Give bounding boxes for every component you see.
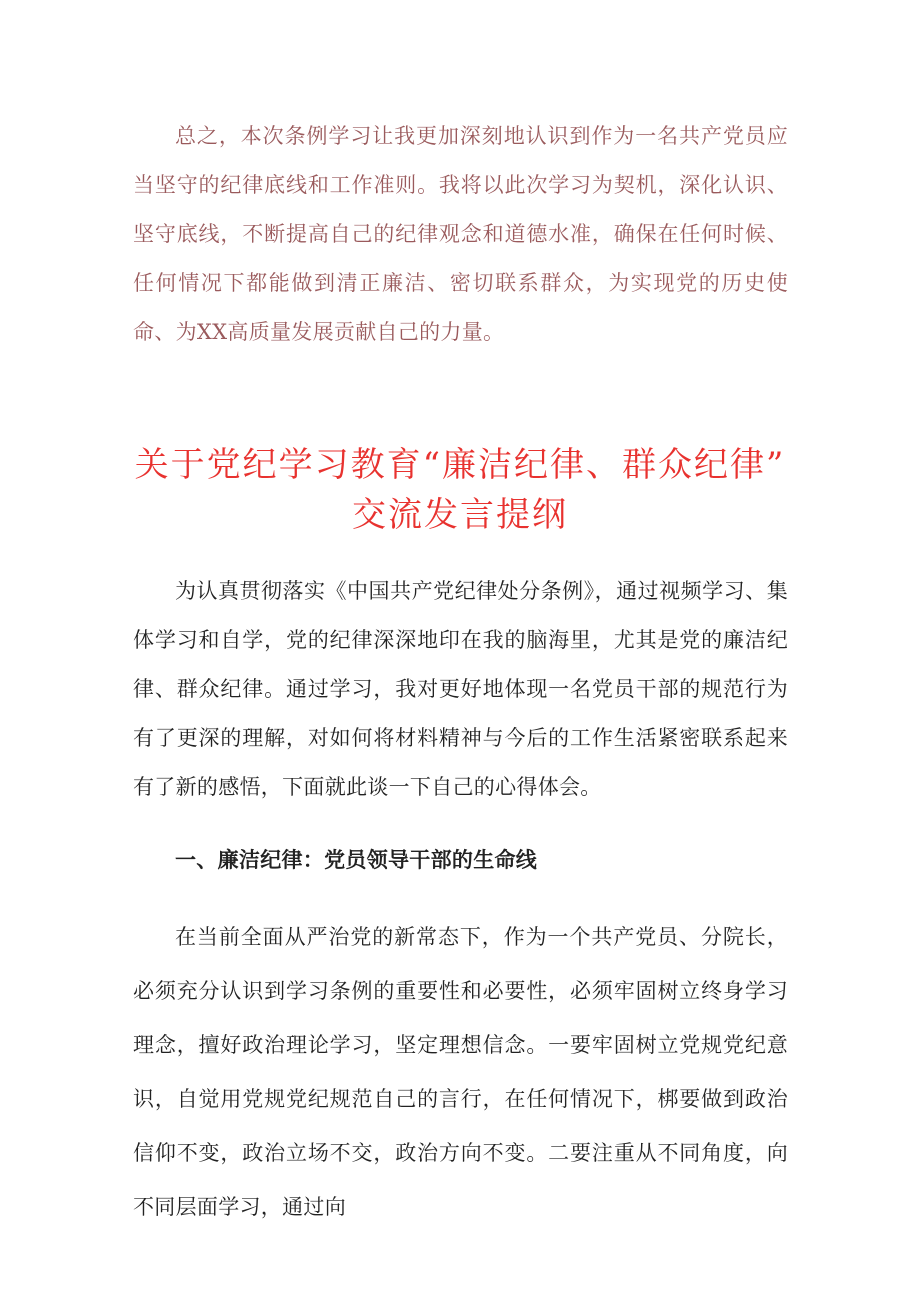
body-paragraph: 在当前全面从严治党的新常态下，作为一个共产党员、分院长，必须充分认识到学习条例的重要性和必要性，必须牢固树立终身学习理念，擅好政治理论学习，坚定理想信念。一要牢固树立党规党纪意识，自觉用党规党纪规范自己的言行，在任何情况下，梆要做到政治信仰不变，政治立场不交，政治方向不变。二要注重从不同角度，向不同层面学习，通过向 — [133, 925, 788, 1219]
document-title — [100, 440, 820, 540]
document-title-line-2: 交流发言提纲 — [352, 495, 568, 535]
intro-paragraph: 为认真贯彻落实《中国共产党纪律处分条例》，通过视频学习、集体学习和自学，党的纪律深深地印在我的脑海里，尤其是党的廉洁纪律、群众纪律。通过学习，我对更好地体现一名党员干部的规范行为有了更深的理解，对如何将材料精神与今后的工作生活紧密联系起来有了新的感悟，下面就此谈一下自己的心得体会。 — [133, 579, 788, 799]
section-heading: 一、廉洁纪律：党员领导干部的生命线 — [175, 847, 538, 872]
document-title-line-1: 关于党纪学习教育“廉洁纪律、群众纪律” — [134, 445, 786, 485]
summary-paragraph: 总之，本次条例学习让我更加深刻地认识到作为一名共产党员应当坚守的纪律底线和工作准则。我将以此次学习为契机，深化认识、坚守底线，不断提高自己的纪律观念和道德水准，确保在任何时候、任何情况下都能做到清正廉洁、密切联系群众，为实现党的历史使命、为XX高质量发展贡献自己的力量。 — [133, 124, 788, 344]
